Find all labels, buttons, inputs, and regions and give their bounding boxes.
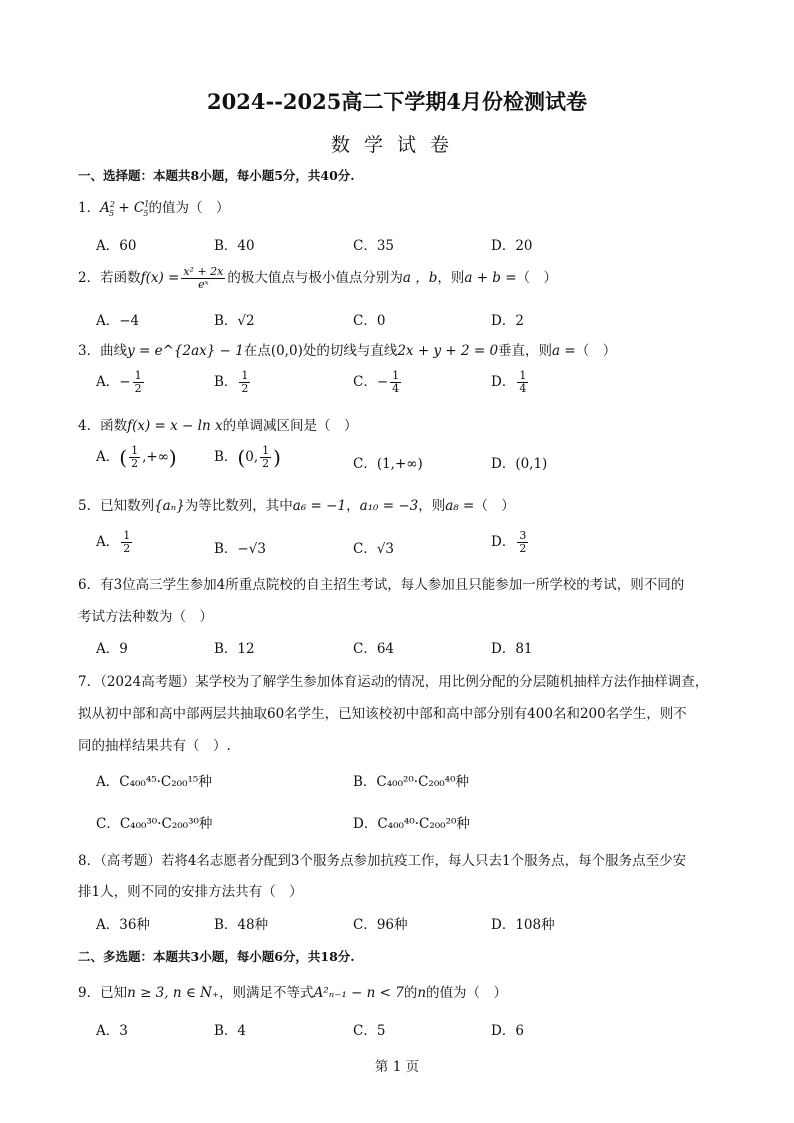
question-7-line-3: 同的抽样结果共有（ ）. <box>78 738 231 754</box>
option-c: C．√3 <box>353 541 395 557</box>
page-subtitle: 数学试卷 <box>330 134 463 156</box>
option-c: C．(1,+∞) <box>353 456 423 472</box>
question-7-line-2: 拟从初中部和高中部两层共抽取60名学生，已知该校初中部和高中部分别有400名和200名学生，则不 <box>78 706 687 722</box>
option-a: A．3 <box>96 1023 128 1039</box>
section-heading-2: 二、多选题：本题共3小题，每小题6分，共18分. <box>78 949 355 964</box>
option-b: B．12 <box>214 641 255 657</box>
option-c: C．5 <box>353 1023 386 1039</box>
option-c: C．− $\frac{1}{4}$ <box>353 369 400 395</box>
option-d: D． $\frac{3}{2}$ <box>491 529 527 555</box>
fraction: $\frac{\text{x² + 2x}}{\text{eˣ}}$ <box>183 265 224 291</box>
option-a: A．60 <box>96 238 137 254</box>
function-f: f(x) = <box>140 270 180 286</box>
question-6-line-2: 考试方法种数为（ ） <box>78 609 213 625</box>
option-b: B．40 <box>214 238 255 254</box>
option-c: C．96种 <box>353 917 408 933</box>
option-a: A．( $\frac{1}{2}$ ,+∞) <box>96 444 177 470</box>
option-d: D．(0,1) <box>491 456 548 472</box>
option-b: B．C₄₀₀²⁰·C₂₀₀⁴⁰种 <box>353 774 469 790</box>
question-9: 9．已知n ≥ 3, n ∈ N₊，则满足不等式A²ₙ₋₁ − n < 7的n的值为（ ） <box>78 985 508 1001</box>
question-5: 5．已知数列{aₙ}为等比数列，其中a₆ = −1，a₁₀ = −3，则a₈ =（ ） <box>78 498 515 514</box>
question-7-line-1: 7．（2024高考题）某学校为了解学生参加体育运动的情况，用比例分配的分层随机抽样方法作抽样调查， <box>78 674 709 690</box>
option-b: B．−√3 <box>214 541 266 557</box>
option-b: B．48种 <box>214 917 269 933</box>
question-4: 4．函数f(x) = x − ln x的单调减区间是（ ） <box>78 418 358 434</box>
option-d: D．108种 <box>491 917 555 933</box>
option-b: B．√2 <box>214 313 255 329</box>
page-number: 第 1 页 <box>374 1059 420 1075</box>
option-d: D．C₄₀₀⁴⁰·C₂₀₀²⁰种 <box>353 816 470 832</box>
option-a: A．36种 <box>96 917 150 933</box>
question-1: 1．$A^2_5 + C^1_5$的值为（ ） <box>78 199 230 218</box>
question-3: 3．曲线y = e^{2ax} − 1在点(0,0)处的切线与直线2x + y + 2 = 0垂直，则a =（ ） <box>78 343 617 359</box>
option-a: A．− $\frac{1}{2}$ <box>96 369 142 395</box>
option-a: A． $\frac{1}{2}$ <box>96 529 131 555</box>
option-c: C．C₄₀₀³⁰·C₂₀₀³⁰种 <box>96 816 213 832</box>
option-d: D．2 <box>491 313 524 329</box>
option-a: A．9 <box>96 641 128 657</box>
option-c: C．64 <box>353 641 395 657</box>
question-8-line-2: 排1人，则不同的安排方法共有（ ） <box>78 884 303 900</box>
option-d: D． $\frac{1}{4}$ <box>491 369 527 395</box>
question-8-line-1: 8．（高考题）若将4名志愿者分配到3个服务点参加抗疫工作，每人只去1个服务点，每个服务点至少安 <box>78 853 687 869</box>
question-1-text: 的值为（ ） <box>148 200 230 216</box>
option-d: D．81 <box>491 641 533 657</box>
page-title: 2024--2025高二下学期4月份检测试卷 <box>207 89 587 114</box>
question-6-line-1: 6．有3位高三学生参加4所重点院校的自主招生考试，每人参加且只能参加一所学校的考试，则不同的 <box>78 577 685 593</box>
option-d: D．20 <box>491 238 533 254</box>
option-d: D．6 <box>491 1023 524 1039</box>
section-heading-1: 一、选择题：本题共8小题，每小题5分，共40分. <box>78 168 355 183</box>
option-c: C．0 <box>353 313 386 329</box>
option-b: B．(0, $\frac{1}{2}$ ) <box>214 444 281 470</box>
question-2: 2．若函数f(x) = $\frac{\text{x² + 2x}}{\text{eˣ}}$ 的极大值点与极小值点分别为a ，b，则a + b =（ ） <box>78 265 558 291</box>
option-a: A．C₄₀₀⁴⁵·C₂₀₀¹⁵种 <box>96 774 212 790</box>
option-b: B．4 <box>214 1023 247 1039</box>
option-b: B． $\frac{1}{2}$ <box>214 369 249 395</box>
option-c: C．35 <box>353 238 395 254</box>
option-a: A．−4 <box>96 313 140 329</box>
